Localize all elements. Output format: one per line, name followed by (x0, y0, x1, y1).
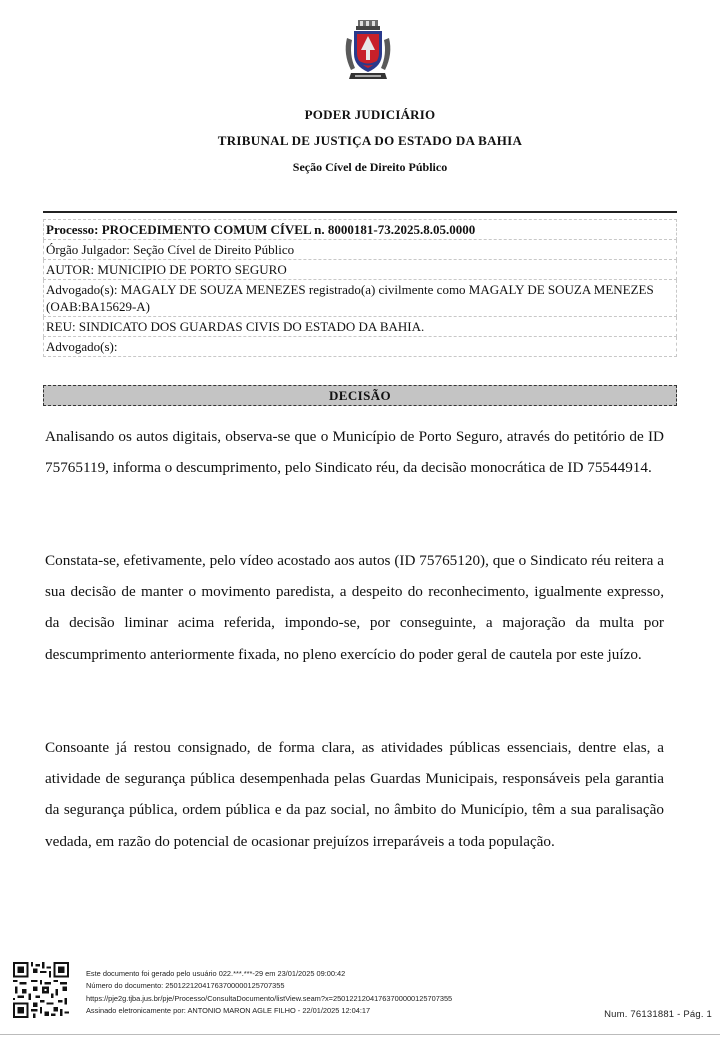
header-secao: Seção Cível de Direito Público (292, 160, 448, 174)
body-paragraph-1: Analisando os autos digitais, observa-se que o Município de Porto Seguro, através do petitório de ID 75765119, informa o descumprimento, pelo Sindicato réu, da decisão monocrática de ID 75544914. (45, 428, 664, 477)
body-paragraph-3: Consoante já restou consignado, de forma clara, as atividades públicas essenciais, dentre elas, a atividade de segurança pública desempenhada pelas Guardas Municipais, responsáveis pela garantia da segurança pública, ordem pública e da paz social, no âmbito do Município, têm a sua paralisação vedada, em razão do potencial de ocasionar prejuízos irreparáveis a toda população. (45, 739, 664, 850)
page-bottom-edge (0, 1034, 720, 1035)
advogado-reu: Advogado(s): (44, 337, 677, 357)
signature-footer (86, 968, 452, 1018)
advogado-autor: Advogado(s): MAGALY DE SOUZA MENEZES registrado(a) civilmente como MAGALY DE SOUZA MENEZES (OAB:BA15629-A) (44, 280, 677, 317)
footer-document-number: Número do documento: 25012212041763700000125707355 (86, 981, 285, 991)
footer-generated-by: Este documento foi gerado pelo usuário 022.***.***-29 em 23/01/2025 09:00:42 (86, 969, 346, 978)
section-title-bar (43, 385, 677, 406)
qr-code-icon (13, 962, 69, 1018)
reu: REU: SINDICATO DOS GUARDAS CIVIS DO ESTADO DA BAHIA. (44, 317, 677, 337)
orgao-julgador: Órgão Julgador: Seção Cível de Direito Público (44, 240, 677, 260)
autor: AUTOR: MUNICIPIO DE PORTO SEGURO (44, 260, 677, 280)
process-number: Processo: PROCEDIMENTO COMUM CÍVEL n. 8000181-73.2025.8.05.0000 (44, 220, 677, 240)
process-info-table (43, 219, 677, 357)
bahia-coat-of-arms-icon (341, 18, 395, 84)
footer-document-url[interactable]: https://pje2g.tjba.jus.br/pje/Processo/ConsultaDocumento/listView.seam?x=25012212041763700000125707355 (86, 993, 453, 1003)
footer-signed-by: Assinado eletronicamente por: ANTONIO MARON AGLE FILHO - 22/01/2025 12:04:17 (86, 1006, 371, 1016)
page-number: Num. 76131881 - Pág. 1 (604, 1009, 712, 1020)
body-paragraph-2: Constata-se, efetivamente, pelo vídeo acostado aos autos (ID 75765120), que o Sindicato réu reitera a sua decisão de manter o movimento paredista, a despeito do reconhecimento, igualmente expresso, da decisão liminar acima referida, impondo-se, por conseguinte, a majoração da multa por descumprimento anteriormente fixada, no pleno exercício do poder geral de cautela por este juízo. (45, 552, 664, 663)
header-tribunal: TRIBUNAL DE JUSTIÇA DO ESTADO DA BAHIA (217, 133, 523, 148)
header-poder-judiciario: PODER JUDICIÁRIO (304, 107, 436, 122)
header-divider (43, 211, 677, 213)
section-title: DECISÃO (328, 388, 392, 403)
